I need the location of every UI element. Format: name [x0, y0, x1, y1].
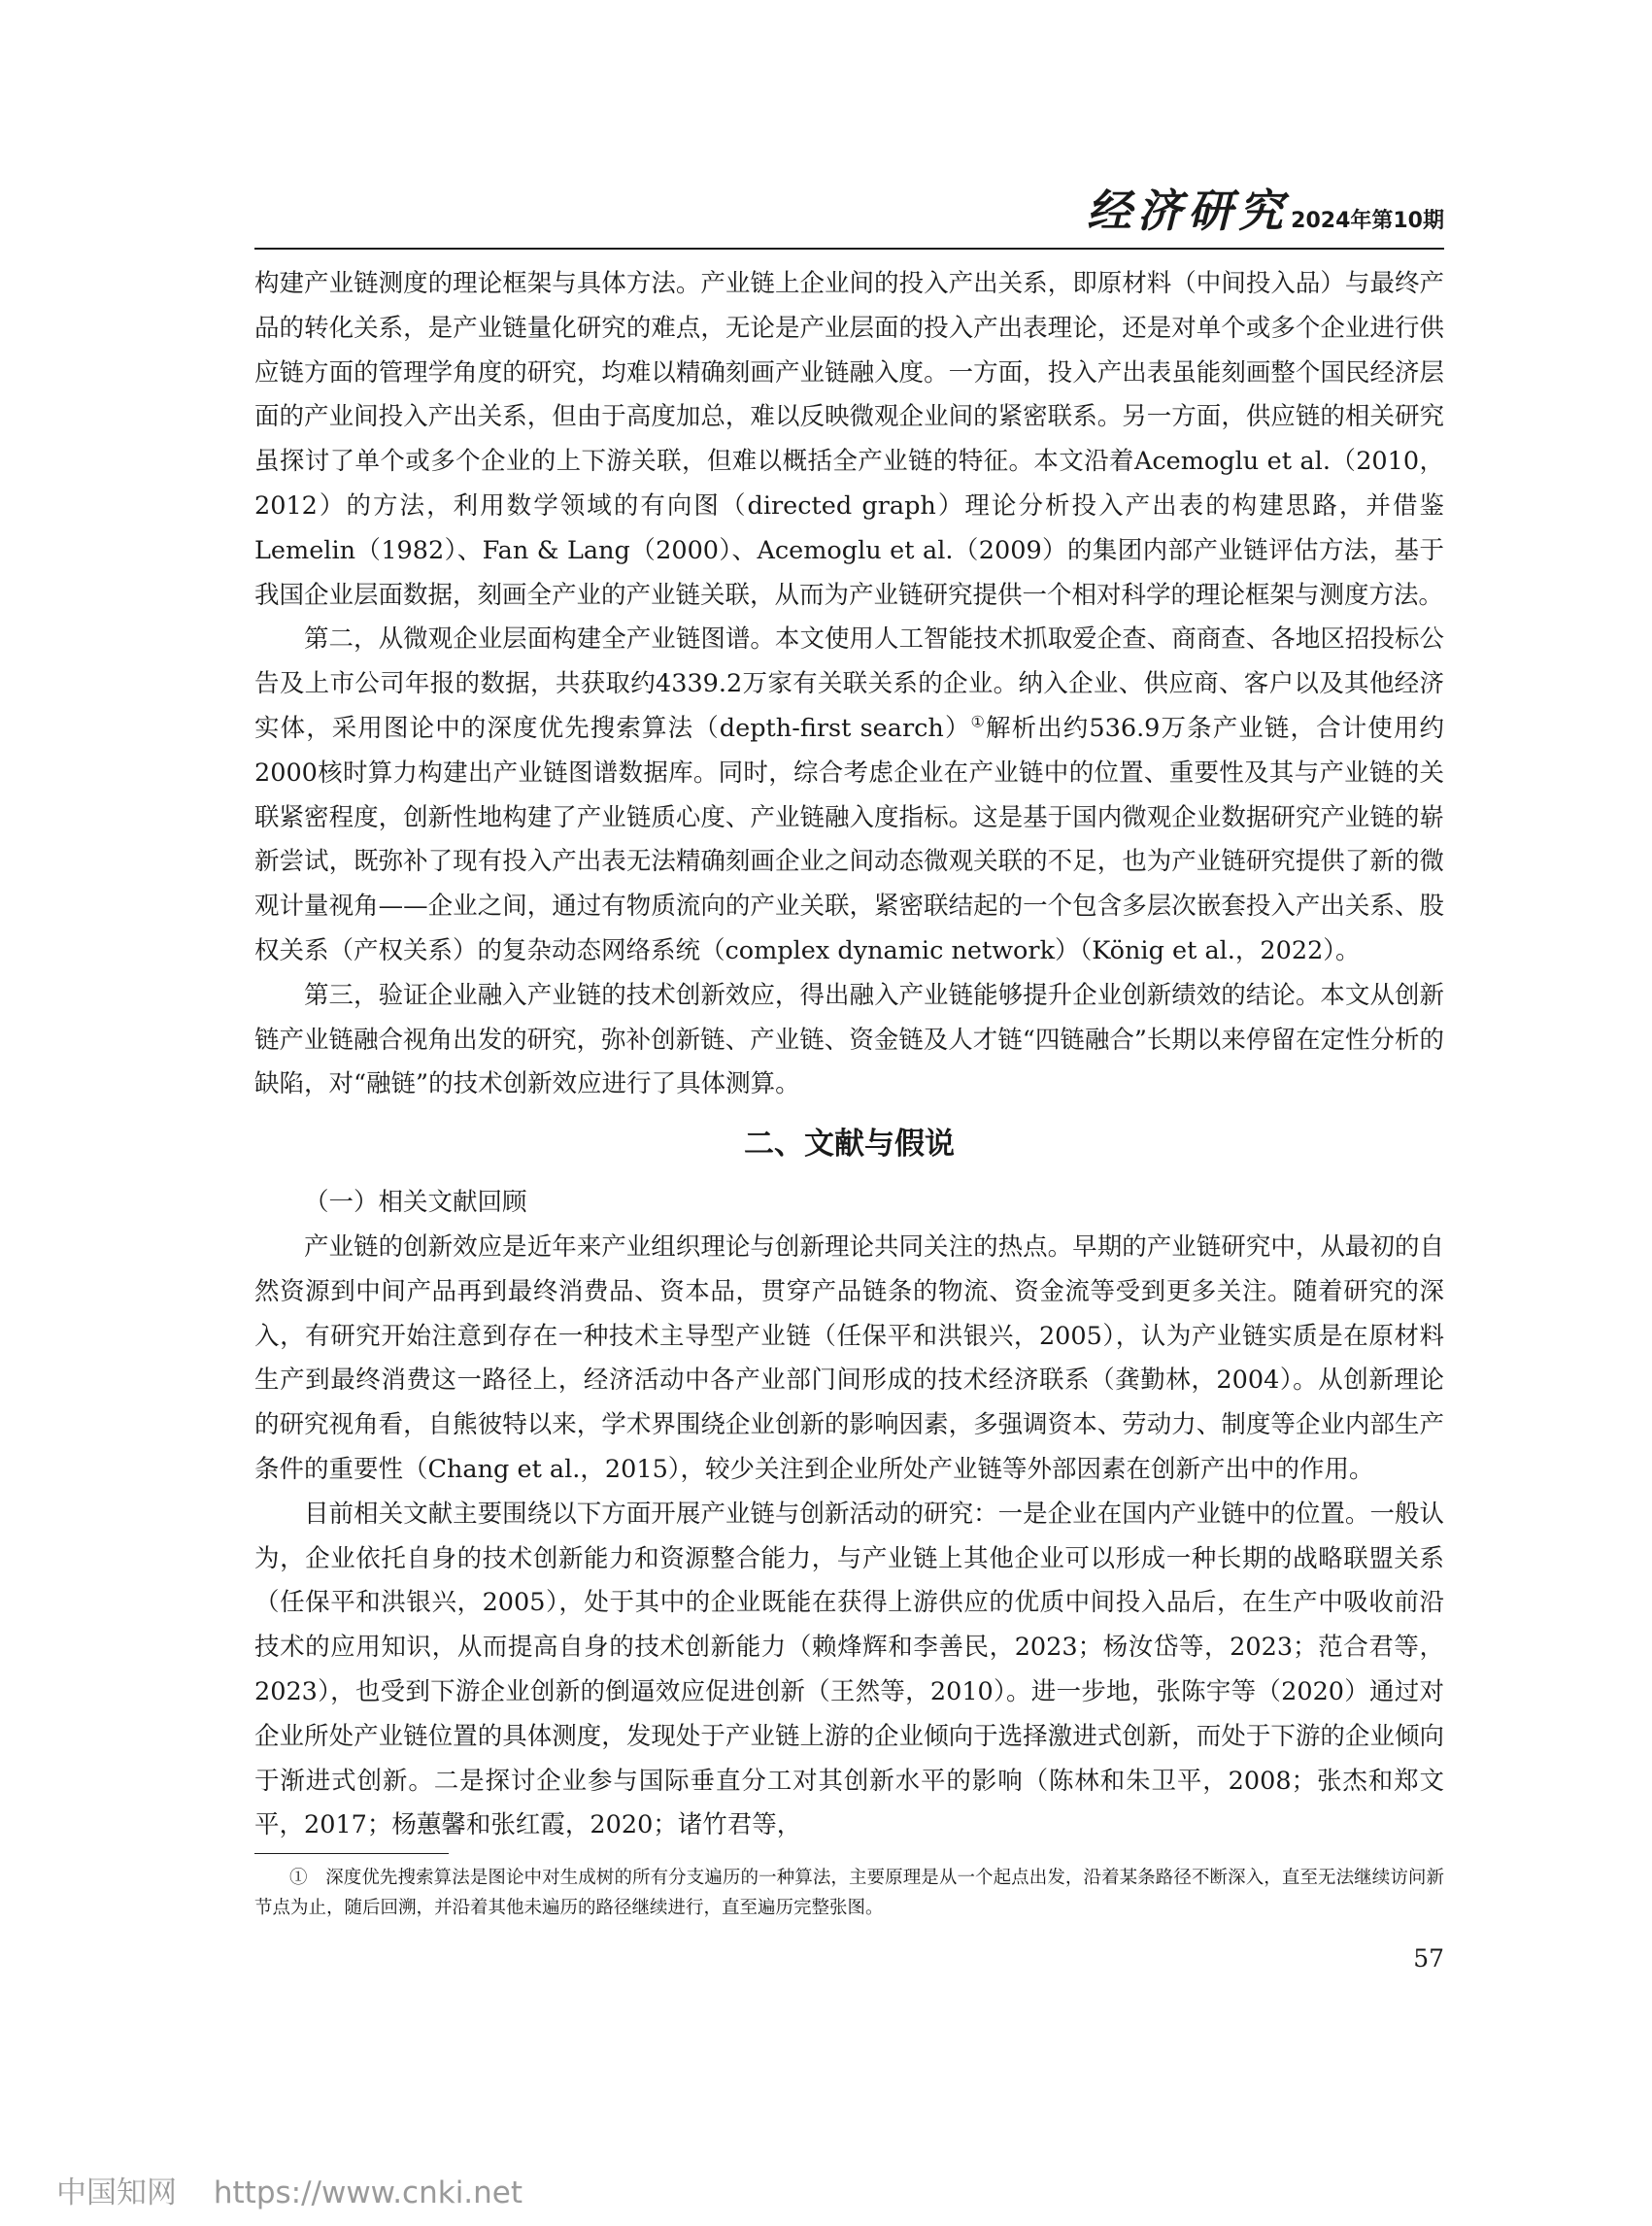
paragraph-second-contribution: [254, 618, 1444, 973]
cnki-watermark: [56, 2168, 523, 2211]
page-number: 57: [1413, 1944, 1444, 1973]
journal-logo: 经济研究: [1087, 185, 1289, 237]
paragraph-part: 解析出约536.9万条产业链，合计使用约2000核时算力构建出产业链图谱数据库。同时，综合考虑企业在产业链中的位置、重要性及其与产业链的关联紧密程度，创新性地构建了产业链质心度、产业链融入度指标。这是基于国内微观企业数据研究产业链的崭新尝试，既弥补了现有投入产出表无法精确刻画企业之间动态微观关联的不足，也为产业链研究提供了新的微观计量视角——企业之间，通过有物质流向的产业关联，紧密联结起的一个包含多层次嵌套投入产出关系、股权关系（产权关系）的复杂动态网络系统（complex dynamic network）（König et al.，2022）。: [254, 713, 1445, 965]
footnote: [254, 1863, 1444, 1923]
footnote-text: 深度优先搜索算法是图论中对生成树的所有分支遍历的一种算法，主要原理是从一个起点出发，沿着某条路径不断深入，直至无法继续访问新节点为止，随后回溯，并沿着其他未遍历的路径继续进行，直至遍历完整张图。: [254, 1868, 1444, 1918]
cnki-url[interactable]: https://www.cnki.net: [213, 2175, 523, 2210]
footnote-mark: ①: [289, 1868, 308, 1888]
footnote-rule: [254, 1853, 449, 1854]
header-rule: [254, 248, 1444, 250]
paragraph-literature-1: 产业链的创新效应是近年来产业组织理论与创新理论共同关注的热点。早期的产业链研究中，从最初的自然资源到中间产品再到最终消费品、资本品，贯穿产品链条的物流、资金流等受到更多关注。随着研究的深入，有研究开始注意到存在一种技术主导型产业链（任保平和洪银兴，2005），认为产业链实质是在原材料生产到最终消费这一路径上，经济活动中各产业部门间形成的技术经济联系（龚勤林，2004）。从创新理论的研究视角看，自熊彼特以来，学术界围绕企业创新的影响因素，多强调资本、劳动力、制度等企业内部生产条件的重要性（Chang et al.，2015），较少关注到企业所处产业链等外部因素在创新产出中的作用。: [254, 1231, 1444, 1484]
cnki-logo: 中国知网: [56, 2175, 177, 2210]
paragraph-literature-2: 目前相关文献主要围绕以下方面开展产业链与创新活动的研究：一是企业在国内产业链中的位置。一般认为，企业依托自身的技术创新能力和资源整合能力，与产业链上其他企业可以形成一种长期的战略联盟关系（任保平和洪银兴，2005），处于其中的企业既能在获得上游供应的优质中间投入品后，在生产中吸收前沿技术的应用知识，从而提高自身的技术创新能力（赖烽辉和李善民，2023；杨汝岱等，2023；范合君等，2023），也受到下游企业创新的倒逼效应促进创新（王然等，2010）。进一步地，张陈宇等（2020）通过对企业所处产业链位置的具体测度，发现处于产业链上游的企业倾向于选择激进式创新，而处于下游的企业倾向于渐进式创新。二是探讨企业参与国际垂直分工对其创新水平的影响（陈林和朱卫平，2008；张杰和郑文平，2017；杨蕙馨和张红霞，2020；诸竹君等，: [254, 1499, 1444, 1840]
paragraph-continued: 构建产业链测度的理论框架与具体方法。产业链上企业间的投入产出关系，即原材料（中间投入品）与最终产品的转化关系，是产业链量化研究的难点，无论是产业层面的投入产出表理论，还是对单个或多个企业进行供应链方面的管理学角度的研究，均难以精确刻画产业链融入度。一方面，投入产出表虽能刻画整个国民经济层面的产业间投入产出关系，但由于高度加总，难以反映微观企业间的紧密联系。另一方面，供应链的相关研究虽探讨了单个或多个企业的上下游关联，但难以概括全产业链的特征。本文沿着Acemoglu et al.（2010，2012）的方法，利用数学领域的有向图（directed graph）理论分析投入产出表的构建思路，并借鉴Lemelin（1982）、Fan & Lang（2000）、Acemoglu et al.（2009）的集团内部产业链评估方法，基于我国企业层面数据，刻画全产业的产业链关联，从而为产业链研究提供一个相对科学的理论框架与测度方法。: [254, 269, 1444, 610]
subsection-title: （一）相关文献回顾: [304, 1188, 527, 1218]
footnote-ref[interactable]: ①: [970, 712, 986, 731]
article-body: [254, 262, 1444, 1848]
paragraph-third-contribution: 第三，验证企业融入产业链的技术创新效应，得出融入产业链能够提升企业创新绩效的结论。本文从创新链产业链融合视角出发的研究，弥补创新链、产业链、资金链及人才链“四链融合”长期以来停留在定性分析的缺陷，对“融链”的技术创新效应进行了具体测算。: [254, 980, 1444, 1099]
section-title: 二、文献与假说: [744, 1127, 955, 1163]
running-header: [254, 185, 1444, 246]
paragraph-part: 第二，从微观企业层面构建全产业链图谱。本文使用人工智能技术抓取爱企查、商商查、各地区招投标公告及上市公司年报的数据，共获取约4339.2万家有关联关系的企业。纳入企业、供应商、客户以及其他经济实体，采用图论中的深度优先搜索算法（depth-first search）: [254, 624, 1444, 743]
footnote-line: [254, 1863, 1444, 1923]
issue-label: 2024年第10期: [1291, 209, 1444, 233]
